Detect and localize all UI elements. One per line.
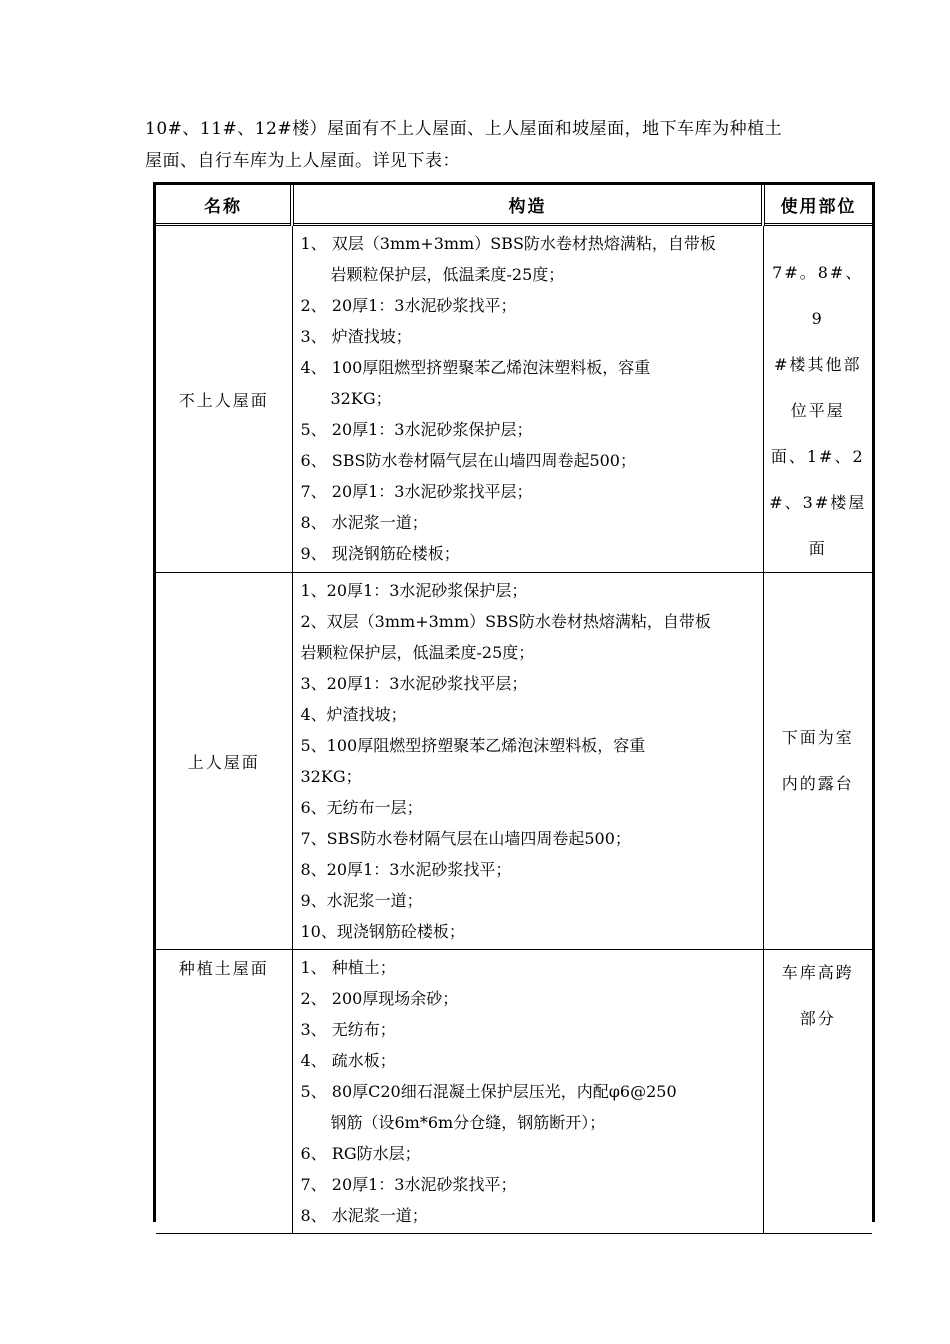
list-item: 5、100厚阻燃型挤塑聚苯乙烯泡沫塑料板，容重 (300, 736, 646, 755)
table-row (156, 225, 872, 573)
list-item: 8、20厚1：3水泥砂浆找平； (300, 860, 512, 879)
list-item: 6、 SBS防水卷材隔气层在山墙四周卷起500； (300, 451, 636, 470)
list-item: 3、 炉渣找坡； (300, 327, 412, 346)
table (156, 185, 872, 1234)
list-item: 8、 水泥浆一道； (300, 1206, 428, 1225)
table-row (156, 950, 872, 1234)
roof-name: 种植土屋面 (156, 950, 292, 1234)
header-location: 使用部位 (763, 185, 872, 225)
list-item: 岩颗粒保护层，低温柔度-25度； (300, 643, 535, 662)
list-item: 6、 RG防水层； (300, 1144, 421, 1163)
list-item: 32KG； (300, 767, 362, 786)
location-line: 车库高跨 (781, 963, 854, 982)
roof-name: 不上人屋面 (156, 225, 292, 573)
list-item: 9、 现浇钢筋砼楼板； (300, 544, 460, 563)
list-item: 9、水泥浆一道； (300, 891, 423, 910)
list-item: 4、炉渣找坡； (300, 705, 407, 724)
list-item: 5、 20厚1：3水泥砂浆保护层； (300, 420, 533, 439)
usage-location (763, 573, 872, 950)
list-item: 6、无纺布一层； (300, 798, 423, 817)
header-construction: 构造 (292, 185, 763, 225)
list-item: 10、现浇钢筋砼楼板； (300, 922, 465, 941)
list-item: 7、 20厚1：3水泥砂浆找平层； (300, 482, 533, 501)
construction-list (292, 225, 763, 573)
usage-location (763, 225, 872, 573)
list-item: 2、 20厚1：3水泥砂浆找平； (300, 296, 517, 315)
list-item: 7、SBS防水卷材隔气层在山墙四周卷起500； (300, 829, 631, 848)
location-line: 位平屋 (790, 401, 845, 420)
list-item: 7、 20厚1：3水泥砂浆找平； (300, 1175, 517, 1194)
intro-line-2: 屋面、自行车库为上人屋面。详见下表： (145, 151, 460, 171)
list-item: 3、 无纺布； (300, 1020, 396, 1039)
list-item: 岩颗粒保护层，低温柔度-25度； (330, 265, 565, 284)
construction-list (292, 950, 763, 1234)
roof-name: 上人屋面 (156, 573, 292, 950)
table-row (156, 573, 872, 950)
list-item: 8、 水泥浆一道； (300, 513, 428, 532)
list-item: 1、20厚1：3水泥砂浆保护层； (300, 581, 528, 600)
list-item: 钢筋（设6m*6m分仓缝，钢筋断开）； (330, 1113, 606, 1132)
header-name: 名称 (156, 185, 292, 225)
location-line: 面、1#、2 (770, 447, 865, 466)
location-line: #、3#楼屋 (769, 493, 867, 512)
location-line: 面 (808, 539, 827, 558)
list-item: 2、双层（3mm+3mm）SBS防水卷材热熔满粘，自带板 (300, 612, 711, 631)
location-line: #楼其他部 (774, 355, 862, 374)
location-line: 下面为室 (781, 728, 854, 747)
usage-location (763, 950, 872, 1234)
list-item: 4、 100厚阻燃型挤塑聚苯乙烯泡沫塑料板，容重 (300, 358, 651, 377)
location-line: 内的露台 (781, 774, 854, 793)
list-item: 32KG； (330, 389, 392, 408)
construction-list (292, 573, 763, 950)
list-item: 1、 双层（3mm+3mm）SBS防水卷材热熔满粘，自带板 (300, 234, 716, 253)
intro-line-1: 10#、11#、12#楼）屋面有不上人屋面、上人屋面和坡屋面，地下车库为种植土 (145, 119, 783, 139)
location-line: 部分 (799, 1009, 836, 1028)
list-item: 4、 疏水板； (300, 1051, 396, 1070)
list-item: 5、 80厚C20细石混凝土保护层压光，内配φ6@250 (300, 1082, 677, 1101)
table-header-row (156, 185, 872, 225)
location-line: 7#。8#、9 (772, 263, 864, 328)
list-item: 2、 200厚现场余砂； (300, 989, 459, 1008)
list-item: 1、 种植土； (300, 958, 396, 977)
roof-construction-table (153, 182, 875, 1225)
intro-paragraph (145, 113, 845, 177)
list-item: 3、20厚1：3水泥砂浆找平层； (300, 674, 528, 693)
